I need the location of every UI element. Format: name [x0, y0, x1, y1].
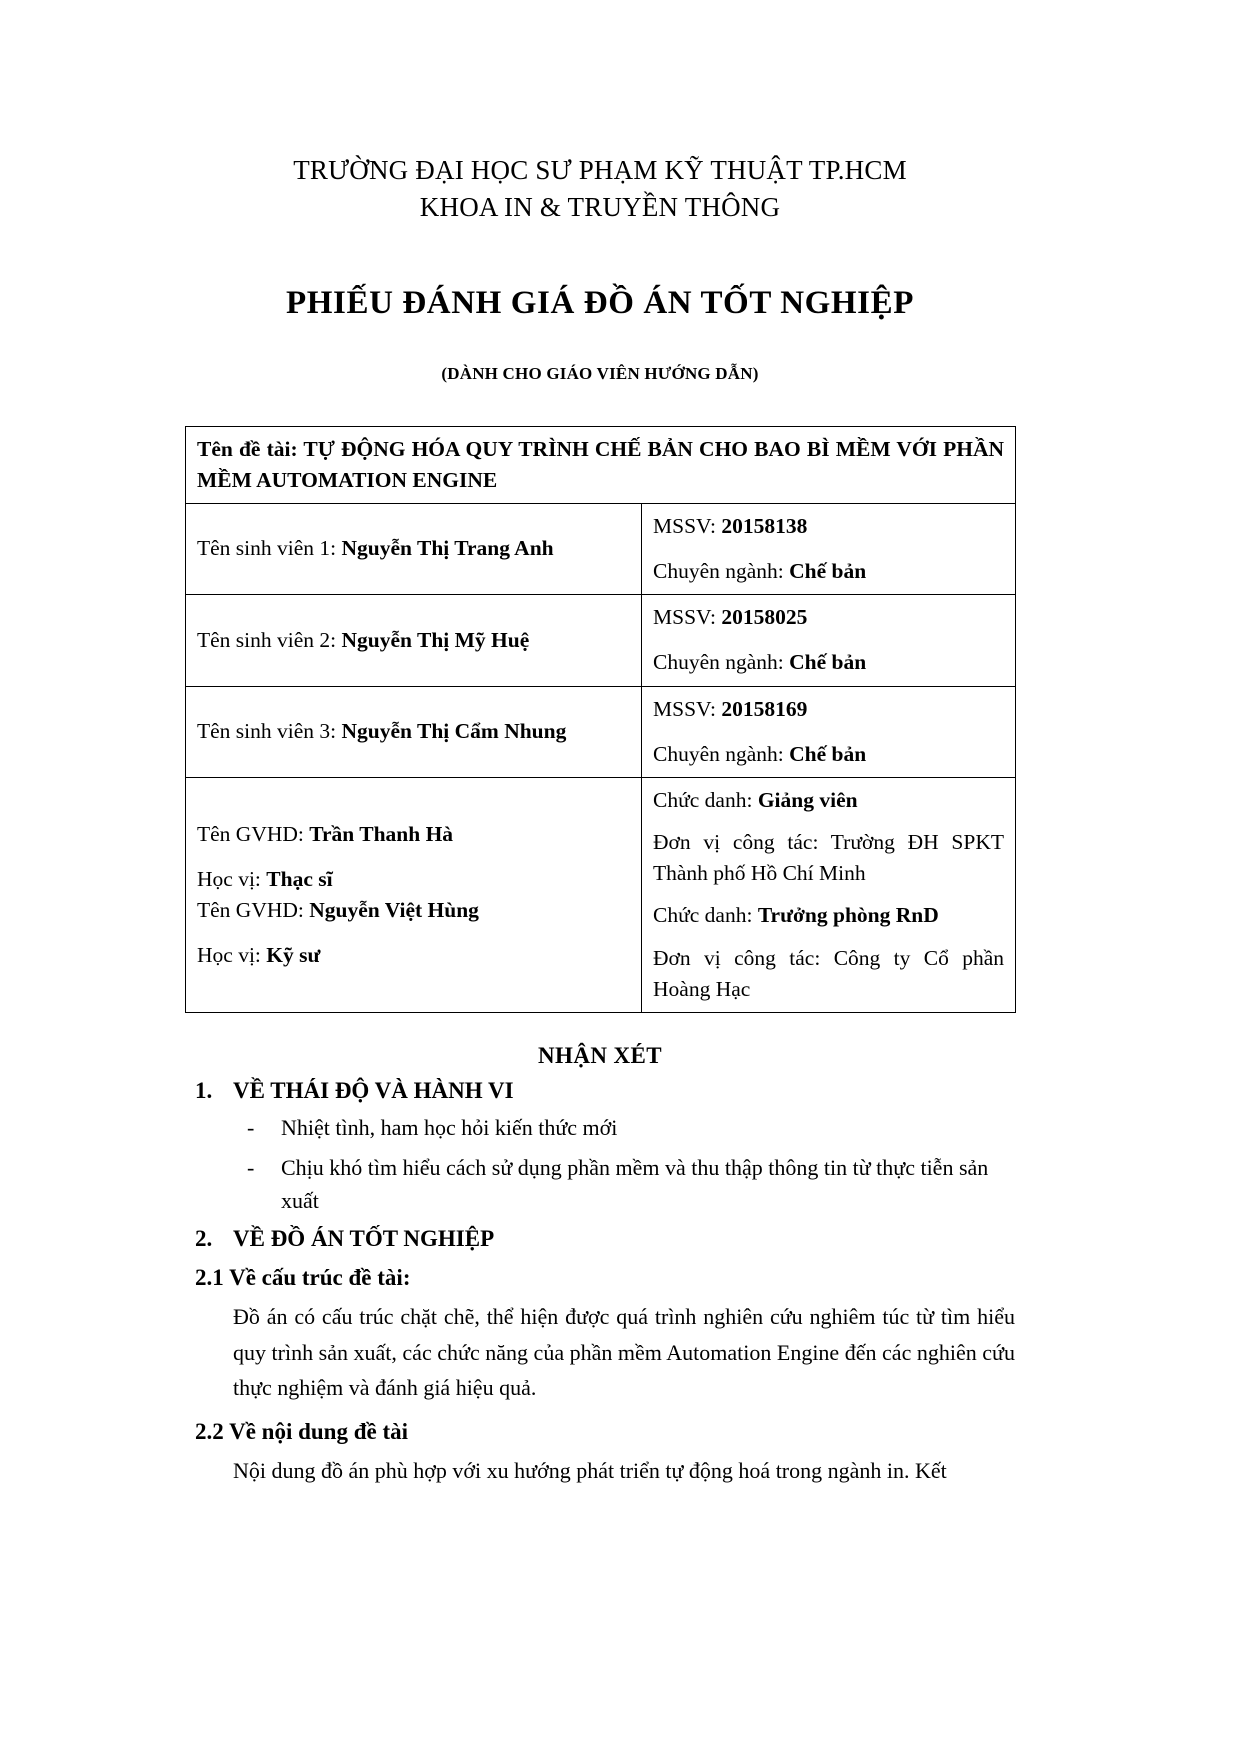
table-row	[186, 686, 1016, 777]
advisor-2-name-row	[197, 895, 630, 926]
list-item	[233, 1151, 1015, 1217]
student-1-mssv-row	[653, 511, 1004, 542]
table-row-thesis-title	[186, 426, 1016, 503]
remarks-section-2	[185, 1226, 1015, 1252]
advisor-2-workplace-row	[653, 943, 1004, 1005]
subsection-2-1-paragraph: Đồ án có cấu trúc chặt chẽ, thể hiện được quá trình nghiên cứu nghiêm túc từ tìm hiểu quy trình sản xuất, các chức năng của phần mềm Automation Engine đến các nghiên cứu thực nghiệm và đánh giá hiệu quả.	[233, 1303, 1015, 1401]
advisor-1-workplace-value: Trường ĐH SPKT Thành phố Hồ Chí Minh	[653, 830, 1004, 886]
advisor-1-name-row	[197, 819, 630, 850]
remarks-heading: NHẬN XÉT	[538, 1042, 662, 1068]
student-3-name-label: Tên sinh viên 3:	[197, 719, 337, 744]
advisor-1-degree-value: Thạc sĩ	[266, 866, 333, 891]
dash-bullet-icon: -	[247, 1114, 255, 1140]
student-1-name-value: Nguyễn Thị Trang Anh	[341, 536, 554, 561]
advisor-1-degree-row	[197, 864, 630, 895]
advisor-2-workplace-value: Công ty Cổ phần Hoàng Hạc	[653, 945, 1004, 1001]
student-2-name-cell	[186, 595, 642, 686]
student-2-major-label: Chuyên ngành:	[653, 650, 784, 675]
student-2-name-label: Tên sinh viên 2:	[197, 627, 337, 652]
advisor-1-degree-label: Học vị:	[197, 866, 261, 891]
faculty-name: KHOA IN & TRUYỀN THÔNG	[419, 192, 781, 223]
student-3-detail-cell	[642, 686, 1016, 777]
student-1-name-label: Tên sinh viên 1:	[197, 536, 337, 561]
page-content	[185, 0, 1015, 1488]
remarks-bullet-2: Chịu khó tìm hiểu cách sử dụng phần mềm và thu thập thông tin từ thực tiễn sản xuất	[281, 1154, 989, 1213]
thesis-info-table	[185, 426, 1016, 1013]
advisor-2-name-label: Tên GVHD:	[197, 897, 304, 922]
student-2-mssv-label: MSSV:	[653, 605, 716, 630]
thesis-title-label: Tên đề tài:	[197, 436, 298, 461]
student-1-mssv-value: 20158138	[721, 513, 808, 538]
advisor-1-position-label: Chức danh:	[653, 787, 753, 812]
advisor-2-position-value: Trưởng phòng RnD	[757, 903, 939, 928]
advisor-2-name-value: Nguyễn Việt Hùng	[309, 897, 479, 922]
student-3-name-value: Nguyễn Thị Cẩm Nhung	[341, 719, 567, 744]
university-name: TRƯỜNG ĐẠI HỌC SƯ PHẠM KỸ THUẬT TP.HCM	[293, 155, 907, 185]
remarks-section-2-title: VỀ ĐỒ ÁN TỐT NGHIỆP	[233, 1225, 495, 1251]
student-1-detail-cell	[642, 503, 1016, 594]
remarks-section-1	[185, 1078, 1015, 1217]
page-subtitle: (DÀNH CHO GIÁO VIÊN HƯỚNG DẪN)	[441, 363, 759, 383]
advisor-1-position-value: Giảng viên	[757, 787, 858, 812]
advisor-2-degree-label: Học vị:	[197, 943, 261, 968]
remarks-section-1-bullets	[233, 1111, 1015, 1217]
remarks-section-2-number: 2.	[195, 1225, 213, 1251]
student-3-major-row	[653, 739, 1004, 770]
advisor-2-degree-value: Kỹ sư	[266, 943, 321, 968]
student-2-mssv-value: 20158025	[721, 605, 808, 630]
advisor-details-cell	[642, 777, 1016, 1012]
student-2-name-value: Nguyễn Thị Mỹ Huệ	[341, 627, 530, 652]
student-3-major-label: Chuyên ngành:	[653, 741, 784, 766]
student-3-major-value: Chế bản	[789, 741, 867, 766]
student-3-name-cell	[186, 686, 642, 777]
table-row	[186, 503, 1016, 594]
student-2-detail-cell	[642, 595, 1016, 686]
advisor-2-workplace-label: Đơn vị công tác:	[653, 945, 821, 970]
table-row-advisors	[186, 777, 1016, 1012]
advisor-1-workplace-label: Đơn vị công tác:	[653, 830, 819, 855]
page-title: PHIẾU ĐÁNH GIÁ ĐỒ ÁN TỐT NGHIỆP	[286, 284, 914, 321]
table-row	[186, 595, 1016, 686]
student-1-major-label: Chuyên ngành:	[653, 559, 784, 584]
student-1-major-value: Chế bản	[789, 559, 867, 584]
dash-bullet-icon: -	[247, 1154, 255, 1180]
thesis-title-cell	[186, 426, 1016, 503]
thesis-title-value: TỰ ĐỘNG HÓA QUY TRÌNH CHẾ BẢN CHO BAO BÌ MỀM VỚI PHẦN MỀM AUTOMATION ENGINE	[197, 436, 1004, 492]
list-item	[233, 1111, 1015, 1144]
student-1-major-row	[653, 556, 1004, 587]
student-2-mssv-row	[653, 602, 1004, 633]
remarks-section-1-title: VỀ THÁI ĐỘ VÀ HÀNH VI	[233, 1077, 514, 1103]
student-1-name-cell	[186, 503, 642, 594]
subsection-2-2-paragraph: Nội dung đồ án phù hợp với xu hướng phát triển tự động hoá trong ngành in. Kết	[233, 1457, 947, 1483]
advisor-2-position-label: Chức danh:	[653, 903, 753, 928]
student-1-mssv-label: MSSV:	[653, 513, 716, 538]
institution-header	[185, 152, 1015, 227]
advisor-1-name-value: Trần Thanh Hà	[309, 821, 454, 846]
advisor-1-position-row	[653, 785, 1004, 816]
advisor-names-cell	[186, 777, 642, 1012]
student-3-mssv-label: MSSV:	[653, 696, 716, 721]
advisor-1-name-label: Tên GVHD:	[197, 821, 304, 846]
student-2-major-row	[653, 647, 1004, 678]
subsection-2-1-heading: 2.1 Về cấu trúc đề tài:	[195, 1264, 411, 1290]
remarks-bullet-1: Nhiệt tình, ham học hỏi kiến thức mới	[281, 1114, 618, 1140]
student-3-mssv-value: 20158169	[721, 696, 808, 721]
student-3-mssv-row	[653, 694, 1004, 725]
advisor-2-degree-row	[197, 940, 630, 971]
advisor-2-position-row	[653, 900, 1004, 931]
remarks-section-1-number: 1.	[195, 1077, 213, 1103]
advisor-1-workplace-row	[653, 827, 1004, 889]
student-2-major-value: Chế bản	[789, 650, 867, 675]
subsection-2-2-heading: 2.2 Về nội dung đề tài	[195, 1418, 409, 1444]
remarks-sections	[185, 1078, 1015, 1252]
